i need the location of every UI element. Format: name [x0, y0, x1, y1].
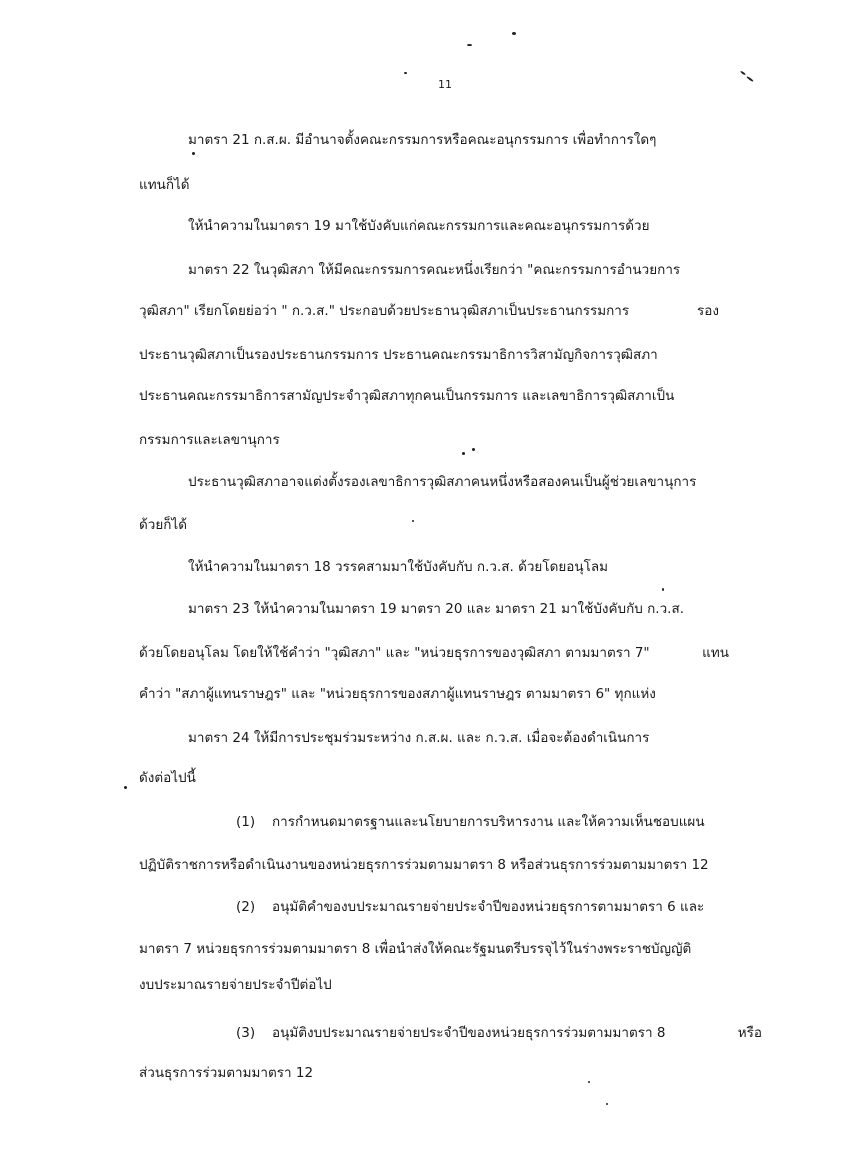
item-3-line	[272, 1023, 762, 1043]
scan-speck	[472, 448, 475, 451]
section-23-line-2-text: ด้วยโดยอนุโลม โดยให้ใช้คำว่า "วุฒิสภา" และ "หน่วยธุรการของวุฒิสภา ตามมาตรา 7"	[139, 645, 650, 661]
scan-speck	[662, 588, 664, 591]
scan-speck	[467, 44, 472, 46]
scan-speck	[124, 786, 127, 789]
section-23-line-2-end: แทน	[702, 645, 729, 661]
section-23-line-3: คำว่า "สภาผู้แทนราษฎร" และ "หน่วยธุรการของสภาผู้แทนราษฎร ตามมาตรา 6" ทุกแห่ง	[139, 686, 656, 702]
item-2-line-3: งบประมาณรายจ่ายประจำปีต่อไป	[139, 977, 332, 993]
scan-speck	[746, 76, 754, 82]
section-21-para2: ให้นำความในมาตรา 19 มาใช้บังคับแก่คณะกรรมการและคณะอนุกรรมการด้วย	[188, 218, 650, 234]
item-2-number: (2)	[236, 899, 256, 915]
section-22-para2: ประธานวุฒิสภาอาจแต่งตั้งรองเลขาธิการวุฒิสภาคนหนึ่งหรือสองคนเป็นผู้ช่วยเลขานุการ	[188, 474, 697, 490]
section-22-line-3: ประธานวุฒิสภาเป็นรองประธานกรรมการ ประธานคณะกรรมาธิการวิสามัญกิจการวุฒิสภา	[139, 347, 658, 363]
section-22-line-2-end: รอง	[697, 303, 719, 319]
section-24-line: มาตรา 24 ให้มีการประชุมร่วมระหว่าง ก.ส.ผ. และ ก.ว.ส. เมื่อจะต้องดำเนินการ	[188, 730, 650, 746]
section-21-cont: แทนก็ได้	[139, 177, 190, 193]
section-22-line-2	[139, 301, 719, 321]
item-1-line-2: ปฏิบัติราชการหรือดำเนินงานของหน่วยธุรการร่วมตามมาตรา 8 หรือส่วนธุรการร่วมตามมาตรา 12	[139, 857, 709, 873]
scan-speck	[192, 152, 195, 155]
scan-speck	[606, 1103, 608, 1105]
item-1-line: การกำหนดมาตรฐานและนโยบายการบริหารงาน และให้ความเห็นชอบแผน	[272, 814, 705, 830]
item-2-line: อนุมัติคำของบประมาณรายจ่ายประจำปีของหน่วยธุรการตามมาตรา 6 และ	[272, 899, 705, 915]
item-3-number: (3)	[236, 1025, 256, 1041]
item-3-line-2: ส่วนธุรการร่วมตามมาตรา 12	[139, 1065, 314, 1081]
section-22-line-4: ประธานคณะกรรมาธิการสามัญประจำวุฒิสภาทุกคนเป็นกรรมการ และเลขาธิการวุฒิสภาเป็น	[139, 388, 675, 404]
item-3-line-text: อนุมัติงบประมาณรายจ่ายประจำปีของหน่วยธุรการร่วมตามมาตรา 8	[272, 1025, 666, 1041]
section-22-para2-cont: ด้วยก็ได้	[139, 517, 187, 533]
scan-speck	[512, 32, 516, 35]
section-23-line: มาตรา 23 ให้นำความในมาตรา 19 มาตรา 20 และ มาตรา 21 มาใช้บังคับกับ ก.ว.ส.	[188, 601, 684, 617]
section-22-line-2-text: วุฒิสภา" เรียกโดยย่อว่า " ก.ว.ส." ประกอบด้วยประธานวุฒิสภาเป็นประธานกรรมการ	[139, 303, 630, 319]
scan-speck	[462, 452, 465, 455]
item-1-number: (1)	[236, 814, 256, 830]
section-22-line: มาตรา 22 ในวุฒิสภา ให้มีคณะกรรมการคณะหนึ่งเรียกว่า "คณะกรรมการอำนวยการ	[188, 262, 681, 278]
item-2-line-2: มาตรา 7 หน่วยธุรการร่วมตามมาตรา 8 เพื่อนำส่งให้คณะรัฐมนตรีบรรจุไว้ในร่างพระราชบัญญัติ	[139, 941, 692, 957]
page-number: 11	[438, 78, 452, 91]
item-3-line-end: หรือ	[737, 1025, 762, 1041]
scan-speck	[588, 1081, 590, 1083]
section-22-line-5: กรรมการและเลขานุการ	[139, 432, 280, 448]
scan-speck	[740, 70, 746, 75]
section-22-para3: ให้นำความในมาตรา 18 วรรคสามมาใช้บังคับกับ ก.ว.ส. ด้วยโดยอนุโลม	[188, 559, 609, 575]
section-23-line-2	[139, 643, 729, 663]
scan-speck	[412, 520, 414, 522]
scan-speck	[404, 72, 407, 74]
section-21-line: มาตรา 21 ก.ส.ผ. มีอำนาจตั้งคณะกรรมการหรือคณะอนุกรรมการ เพื่อทำการใดๆ	[188, 132, 657, 148]
section-24-cont: ดังต่อไปนี้	[139, 770, 196, 786]
